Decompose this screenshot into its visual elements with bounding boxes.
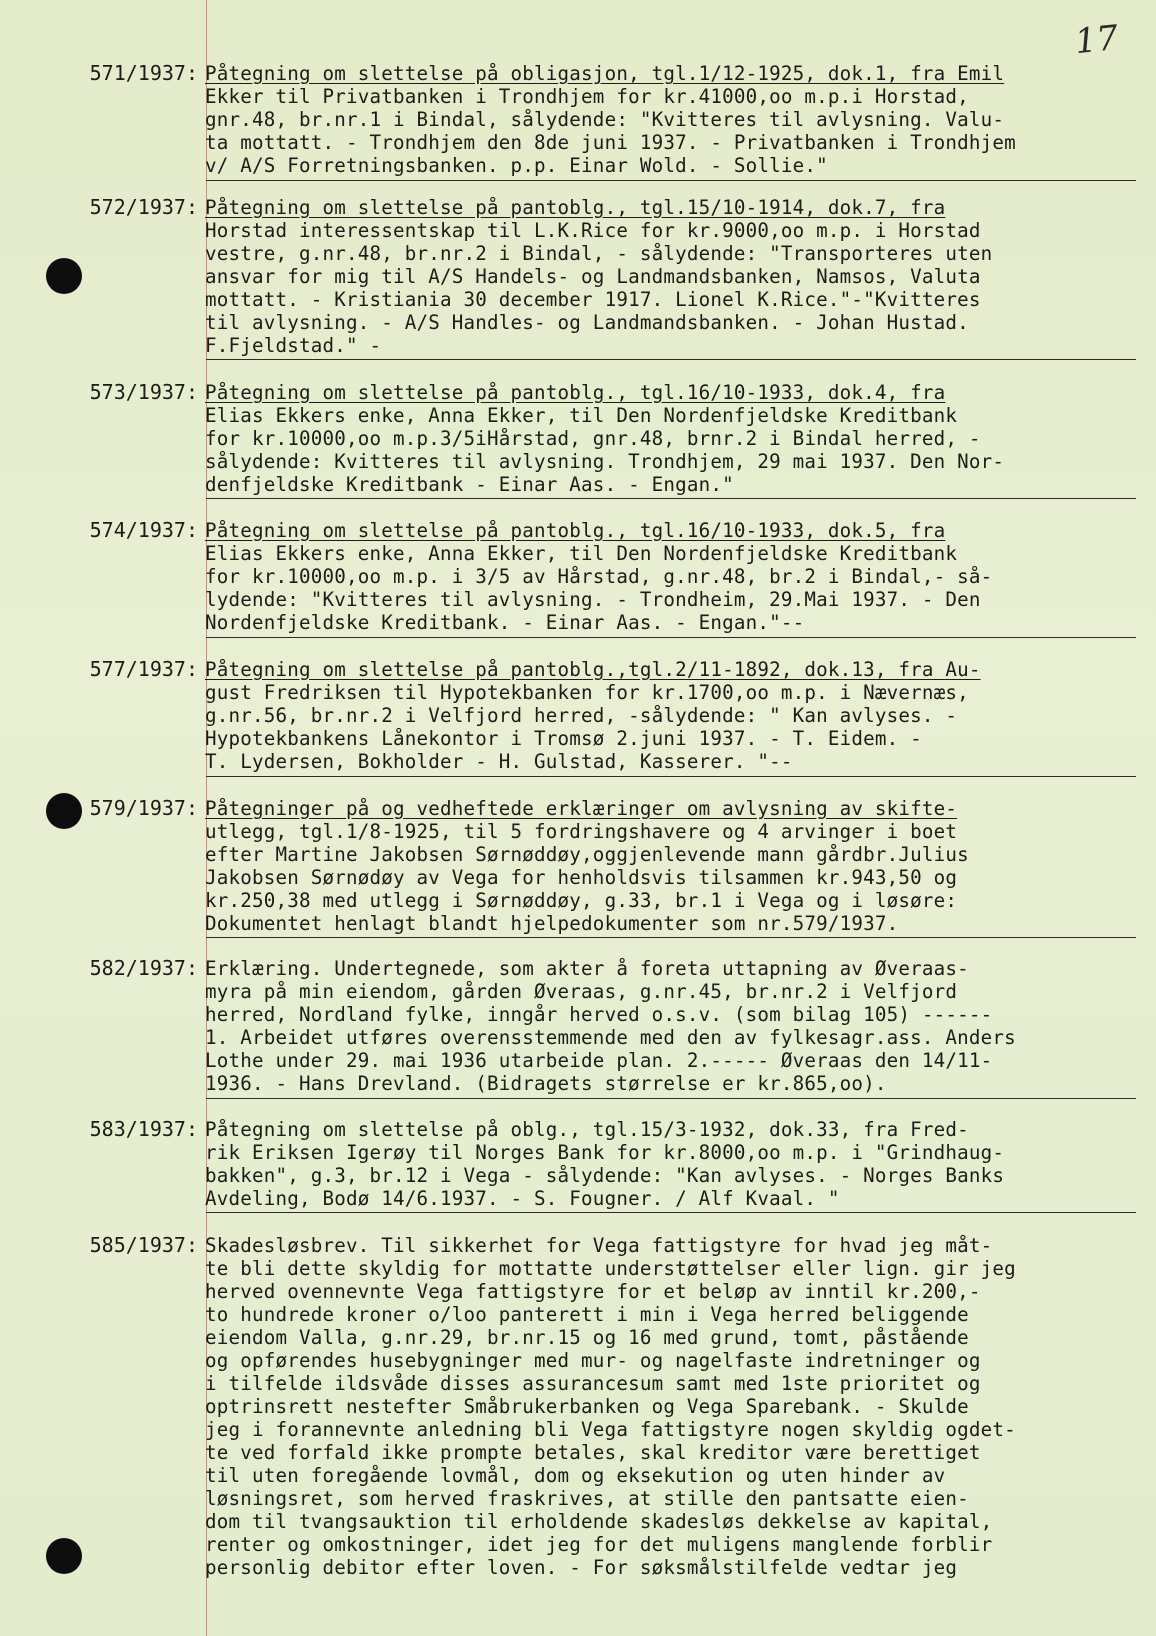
entry-line: myra på min eiendom, gården Øveraas, g.nr.45, br.nr.2 i Velfjord	[205, 980, 958, 1003]
entry-line: Elias Ekkers enke, Anna Ekker, til Den Nordenfjeldske Kreditbank	[205, 404, 958, 427]
entry-text	[205, 1234, 1147, 1579]
entry-number: 579/1937:	[89, 796, 198, 820]
entry-text	[205, 797, 1147, 935]
entry-line: Lothe under 29. mai 1936 utarbeide plan. 2.----- Øveraas den 14/11-	[205, 1049, 993, 1072]
entry-line: Nordenfjeldske Kreditbank. - Einar Aas. - Engan."--	[205, 611, 805, 634]
entry-separator	[206, 359, 1136, 360]
entry-line: renter og omkostninger, idet jeg for det muligens manglende forblir	[205, 1533, 993, 1556]
entry-line: denfjeldske Kreditbank - Einar Aas. - Engan."	[205, 473, 734, 496]
entry-text	[205, 381, 1147, 496]
entry-line: 1936. - Hans Drevland. (Bidragets størrelse er kr.865,oo).	[205, 1072, 887, 1095]
entry-line: Påtegning om slettelse på pantoblg., tgl.16/10-1933, dok.5, fra	[205, 519, 946, 542]
entry-line: personlig debitor efter loven. - For søksmålstilfelde vedtar jeg	[205, 1556, 958, 1579]
entry-line: to hundrede kroner o/loo panterett i min i Vega herred beliggende	[205, 1303, 969, 1326]
entry-line: eiendom Valla, g.nr.29, br.nr.15 og 16 med grund, tomt, påstående	[205, 1326, 969, 1349]
entry-line: lydende: "Kvitteres til avlysning. - Trondheim, 29.Mai 1937. - Den	[205, 588, 981, 611]
entry-line: T. Lydersen, Bokholder - H. Gulstad, Kasserer. "--	[205, 750, 793, 773]
punch-hole	[46, 258, 82, 294]
entry-line: v/ A/S Forretningsbanken. p.p. Einar Wold. - Sollie."	[205, 154, 828, 177]
entry-text	[205, 1118, 1147, 1210]
entry-line: Ekker til Privatbanken i Trondhjem for kr.41000,oo m.p.i Horstad,	[205, 85, 969, 108]
entry-separator	[206, 937, 1136, 938]
entry-line: kr.250,38 med utlegg i Sørnøddøy, g.33, br.1 i Vega og i løsøre:	[205, 889, 958, 912]
entry-separator	[206, 1212, 1136, 1213]
entry-line: te ved forfald ikke prompte betales, skal kreditor være berettiget	[205, 1441, 981, 1464]
entry-number: 571/1937:	[89, 61, 198, 85]
entry-line: gust Fredriksen til Hypotekbanken for kr.1700,oo m.p. i Nævernæs,	[205, 681, 969, 704]
entry-text	[205, 658, 1147, 773]
entry-line: Hypotekbankens Lånekontor i Tromsø 2.juni 1937. - T. Eidem. -	[205, 727, 922, 750]
entry-number: 572/1937:	[89, 195, 198, 219]
entry-line: Jakobsen Sørnødøy av Vega for henholdsvis tilsammen kr.943,50 og	[205, 866, 958, 889]
entry-line: optrinsrett nestefter Småbrukerbanken og Vega Sparebank. - Skulde	[205, 1395, 969, 1418]
entry-number: 577/1937:	[89, 657, 198, 681]
entry-line: vestre, g.nr.48, br.nr.2 i Bindal, - sålydende: "Transporteres uten	[205, 242, 993, 265]
folio-mark: 17	[1073, 17, 1121, 63]
entry-line: for kr.10000,oo m.p.3/5iHårstad, gnr.48, brnr.2 i Bindal herred, -	[205, 427, 981, 450]
entry-line: dom til tvangsauktion til erholdende skadesløs dekkelse av kapital,	[205, 1510, 993, 1533]
entry-line: sålydende: Kvitteres til avlysning. Trondhjem, 29 mai 1937. Den Nor-	[205, 450, 1005, 473]
entry-line: Skadesløsbrev. Til sikkerhet for Vega fattigstyre for hvad jeg måt-	[205, 1234, 993, 1257]
entry-text	[205, 196, 1147, 357]
entry-line: ansvar for mig til A/S Handels- og Landmandsbanken, Namsos, Valuta	[205, 265, 981, 288]
entry-line: Erklæring. Undertegnede, som akter å foreta uttapning av Øveraas-	[205, 957, 969, 980]
entry-line: Påtegninger på og vedheftede erklæringer om avlysning av skifte-	[205, 797, 958, 820]
entry-number: 573/1937:	[89, 380, 198, 404]
entry-line: g.nr.56, br.nr.2 i Velfjord herred, -sålydende: " Kan avlyses. -	[205, 704, 958, 727]
entry-line: utlegg, tgl.1/8-1925, til 5 fordringshavere og 4 arvinger i boet	[205, 820, 958, 843]
entry-line: løsningsret, som herved fraskrives, at stille den pantsatte eien-	[205, 1487, 969, 1510]
entry-line: Dokumentet henlagt blandt hjelpedokumenter som nr.579/1937.	[205, 912, 899, 935]
entry-line: Horstad interessentskap til L.K.Rice for kr.9000,oo m.p. i Horstad	[205, 219, 981, 242]
entry-text	[205, 62, 1147, 177]
entry-line: jeg i forannevnte anledning bli Vega fattigstyre nogen skyldig ogdet-	[205, 1418, 1016, 1441]
entry-line: Påtegning om slettelse på pantoblg.,tgl.2/11-1892, dok.13, fra Au-	[205, 658, 981, 681]
entry-line: til uten foregående lovmål, dom og eksekution og uten hinder av	[205, 1464, 946, 1487]
entry-line: F.Fjeldstad." -	[205, 334, 382, 357]
entry-separator	[206, 637, 1136, 638]
entry-line: ta mottatt. - Trondhjem den 8de juni 1937. - Privatbanken i Trondhjem	[205, 131, 1016, 154]
entry-line: te bli dette skyldig for mottatte understøttelser eller lign. gir jeg	[205, 1257, 1016, 1280]
entry-line: efter Martine Jakobsen Sørnøddøy,oggjenlevende mann gårdbr.Julius	[205, 843, 969, 866]
entry-separator	[206, 180, 1136, 181]
entry-number: 574/1937:	[89, 518, 198, 542]
entry-line: herved ovennevnte Vega fattigstyre for et beløp av inntil kr.200,-	[205, 1280, 981, 1303]
entry-separator	[206, 498, 1136, 499]
entry-line: Påtegning om slettelse på obligasjon, tgl.1/12-1925, dok.1, fra Emil	[205, 62, 1005, 85]
entry-line: Avdeling, Bodø 14/6.1937. - S. Fougner. / Alf Kvaal. "	[205, 1187, 840, 1210]
entry-separator	[206, 776, 1136, 777]
entry-line: Påtegning om slettelse på pantoblg., tgl.16/10-1933, dok.4, fra	[205, 381, 946, 404]
entry-line: og opførendes husebygninger med mur- og nagelfaste indretninger og	[205, 1349, 981, 1372]
entry-line: Elias Ekkers enke, Anna Ekker, til Den Nordenfjeldske Kreditbank	[205, 542, 958, 565]
entry-line: rik Eriksen Igerøy til Norges Bank for kr.8000,oo m.p. i "Grindhaug-	[205, 1141, 1005, 1164]
entry-line: i tilfelde ildsvåde disses assurancesum samt med 1ste prioritet og	[205, 1372, 981, 1395]
entry-number: 582/1937:	[89, 956, 198, 980]
entry-separator	[206, 1098, 1136, 1099]
entry-number: 585/1937:	[89, 1233, 198, 1257]
entry-line: herred, Nordland fylke, inngår herved o.s.v. (som bilag 105) ------	[205, 1003, 993, 1026]
entry-line: Påtegning om slettelse på pantoblg., tgl.15/10-1914, dok.7, fra	[205, 196, 946, 219]
punch-hole	[46, 1538, 82, 1574]
entry-line: Påtegning om slettelse på oblg., tgl.15/3-1932, dok.33, fra Fred-	[205, 1118, 969, 1141]
punch-hole	[46, 793, 82, 829]
entry-line: mottatt. - Kristiania 30 december 1917. Lionel K.Rice."-"Kvitteres	[205, 288, 981, 311]
entry-line: til avlysning. - A/S Handles- og Landmandsbanken. - Johan Hustad.	[205, 311, 969, 334]
entry-line: 1. Arbeidet utføres overensstemmende med den av fylkesagr.ass. Anders	[205, 1026, 1016, 1049]
entry-line: for kr.10000,oo m.p. i 3/5 av Hårstad, g.nr.48, br.2 i Bindal,- så-	[205, 565, 993, 588]
entry-number: 583/1937:	[89, 1117, 198, 1141]
entry-line: bakken", g.3, br.12 i Vega - sålydende: "Kan avlyses. - Norges Banks	[205, 1164, 1005, 1187]
entry-text	[205, 519, 1147, 634]
entry-text	[205, 957, 1147, 1095]
entry-line: gnr.48, br.nr.1 i Bindal, sålydende: "Kvitteres til avlysning. Valu-	[205, 108, 1005, 131]
